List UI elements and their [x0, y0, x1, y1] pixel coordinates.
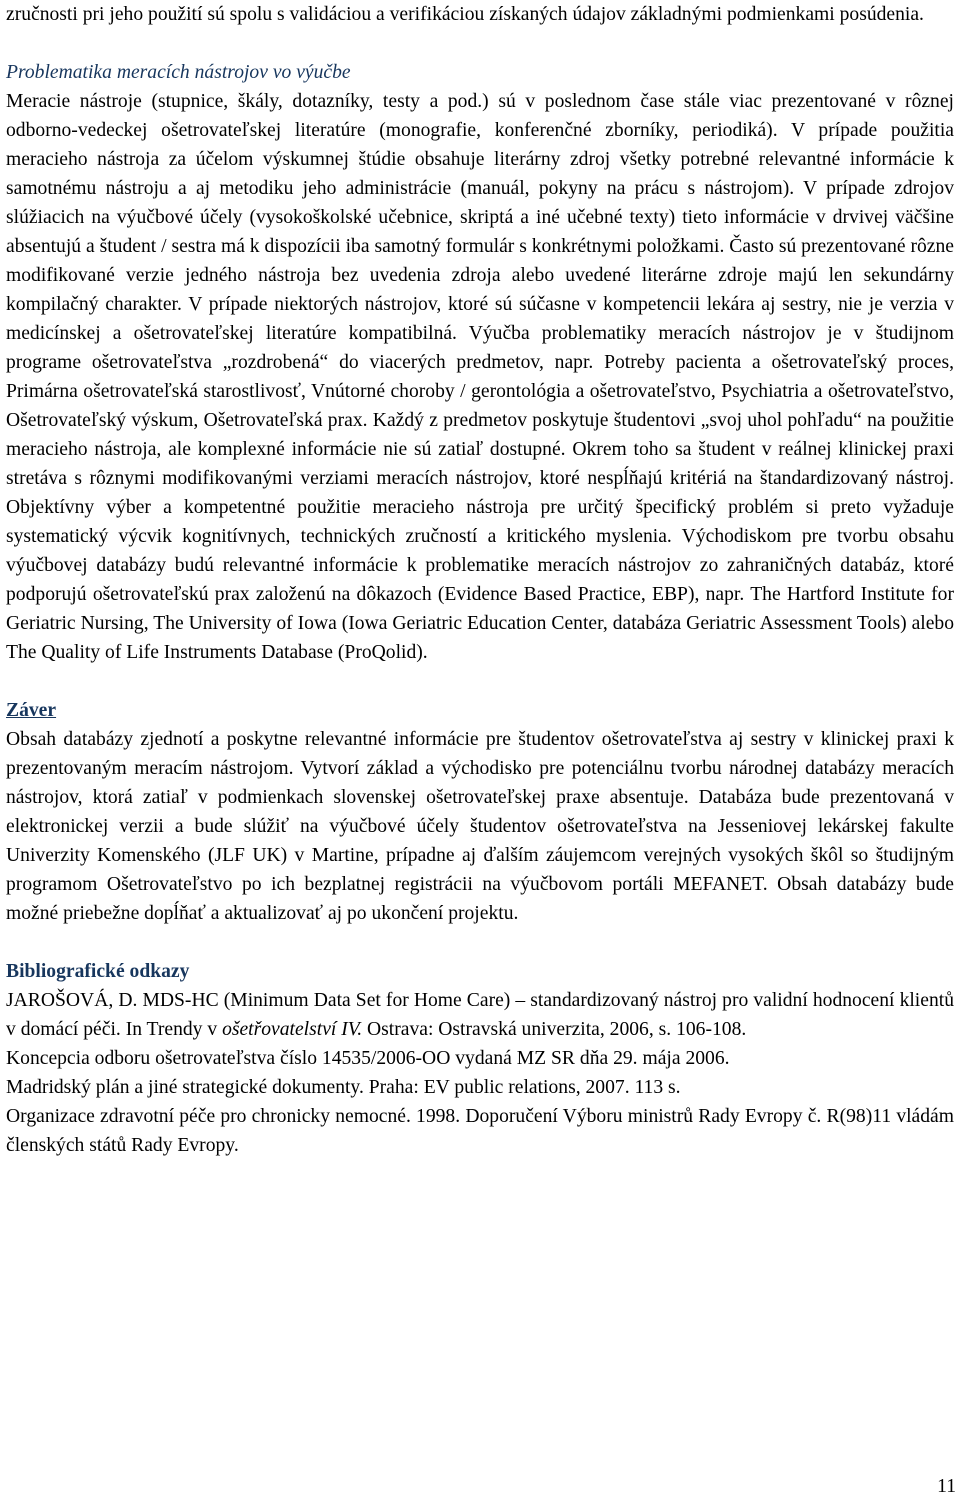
- document-page: [6, 0, 954, 1160]
- reference-item: Koncepcia odboru ošetrovateľstva číslo 14535/2006-OO vydaná MZ SR dňa 29. mája 2006.: [6, 1048, 730, 1069]
- reference-text: Ostrava: Ostravská univerzita, 2006, s. 106-108.: [362, 1019, 747, 1040]
- reference-italic-title: ošetřovatelství IV.: [222, 1019, 363, 1040]
- reference-text: JAROŠOVÁ, D. MDS-HC (Minimum Data Set for Home Care) – standardizovaný nástroj pro validní hodnocení klientů v domácí péči. In Trendy v: [6, 990, 954, 1040]
- spacer: [6, 928, 954, 957]
- spacer: [6, 29, 954, 58]
- conclusion-paragraph: Obsah databázy zjednotí a poskytne relevantné informácie pre študentov ošetrovateľstva aj sestry v klinickej praxi k prezentovaným meracím nástrojom. Vytvorí základ a východisko pre potenciálnu tvorbu národnej databázy meracích nástrojov, ktorá zatiaľ v podmienkach slovenskej ošetrovateľskej praxe absentuje. Databáza bude prezentovaná v elektronickej verzii a bude slúžiť na výučbové účely študentov ošetrovateľstva na Jesseniovej lekárskej fakulte Univerzity Komenského (JLF UK) v Martine, prípadne aj ďalším záujemcom verejných vysokých škôl so študijným programom Ošetrovateľstvo po ich bezplatnej registrácii na výučbovom portáli MEFANET. Obsah databázy bude možné priebežne dopĺňať a aktualizovať aj po ukončení projektu.: [6, 729, 954, 924]
- reference-item: Organizace zdravotní péče pro chronicky nemocné. 1998. Doporučení Výboru ministrů Rady Evropy č. R(98)11 vládám členských států Rady Evropy.: [6, 1106, 954, 1156]
- problem-paragraph: Meracie nástroje (stupnice, škály, dotazníky, testy a pod.) sú v poslednom čase stále viac prezentované v rôznej odborno-vedeckej ošetrovateľskej literatúre (monografie, konferenčné zborníky, periodiká). V prípade použitia meracieho nástroja za účelom výskumnej štúdie obsahuje literárny zdroj všetky potrebné relevantné informácie k samotnému nástroju a aj metodiku jeho administrácie (manuál, pokyny na prácu s nástrojom). V prípade zdrojov slúžiacich na výučbové účely (vysokoškolské učebnice, skriptá a iné učebné texty) tieto informácie v drvivej väčšine absentujú a študent / sestra má k dispozícii iba samotný formulár s konkrétnymi položkami. Často sú prezentované rôzne modifikované verzie jedného nástroja bez uvedenia zdroja alebo uvedené literárne zdroje majú len sekundárny kompilačný charakter. V prípade niektorých nástrojov, ktoré sú súčasne v kompetencii lekára aj sestry, nie je verzia v medicínskej a ošetrovateľskej literatúre kompatibilná. Výučba problematiky meracích nástrojov je v študijnom programe ošetrovateľstva „rozdrobená“ do viacerých predmetov, napr. Potreby pacienta a ošetrovateľský proces, Primárna ošetrovateľská starostlivosť, Vnútorné choroby / gerontológia a ošetrovateľstvo, Psychiatria a ošetrovateľstvo, Ošetrovateľský výskum, Ošetrovateľská prax. Každý z predmetov poskytuje študentovi „svoj uhol pohľadu“ na použitie meracieho nástroja, ale komplexné informácie nie sú zatiaľ dostupné. Okrem toho sa študent v reálnej klinickej praxi stretáva s rôznymi modifikovanými verziami meracích nástrojov, ktoré nespĺňajú kritériá na štandardizovaný nástroj. Objektívny výber a kompetentné použitie meracieho nástroja pre určitý špecifický problém si preto vyžaduje systematický výcvik kognitívnych, technických zručností a kritického myslenia. Východiskom pre tvorbu obsahu výučbovej databázy budú relevantné informácie k problematike meracích nástrojov zo zahraničných databáz, ktoré podporujú ošetrovateľskú prax založenú na dôkazoch (Evidence Based Practice, EBP), napr. The Hartford Institute for Geriatric Nursing, The University of Iowa (Iowa Geriatric Education Center, databáza Geriatric Assessment Tools) alebo The Quality of Life Instruments Database (ProQolid).: [6, 91, 954, 663]
- references-heading: Bibliografické odkazy: [6, 961, 190, 982]
- page-number: 11: [937, 1476, 956, 1497]
- intro-paragraph: zručnosti pri jeho použití sú spolu s validáciou a verifikáciou získaných údajov základnými podmienkami posúdenia.: [6, 4, 924, 25]
- reference-item: Madridský plán a jiné strategické dokumenty. Praha: EV public relations, 2007. 113 s.: [6, 1077, 681, 1098]
- conclusion-heading: Záver: [6, 700, 57, 721]
- reference-item: [6, 986, 954, 1044]
- section-subheading: Problematika meracích nástrojov vo výučbe: [6, 62, 351, 83]
- spacer: [6, 667, 954, 696]
